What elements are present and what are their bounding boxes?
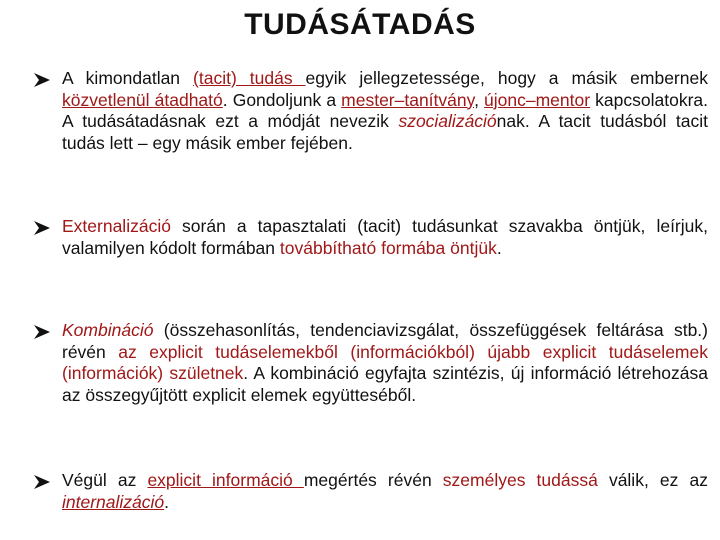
bullet-combination (32, 320, 708, 406)
text-segment: továbbítható formába öntjük (279, 237, 497, 258)
text-segment: (tacit) tudás (193, 68, 306, 88)
bullet-text (62, 320, 708, 406)
text-segment: szocializáció (398, 111, 497, 131)
bullet-socialization (32, 68, 708, 154)
bullet-text (62, 216, 708, 259)
text-segment: újonc–mentor (484, 89, 591, 110)
text-segment: válik, ez az (597, 470, 708, 490)
text-segment: során a tapasztalati (tacit) tudásunkat szavakba öntjük, leírjuk, valamilyen kódolt formában (62, 216, 708, 258)
text-segment: , (474, 89, 485, 110)
text-segment: . A kombináció egyfajta szintézis, új információ létrehozása az összegyűjtött explicit elemek együtteséből. (62, 363, 709, 405)
text-segment: megértés révén (303, 470, 443, 490)
text-segment: . Gondoljunk a (222, 89, 342, 110)
arrow-check-bullet-icon (32, 320, 62, 342)
arrow-check-bullet-icon (32, 216, 62, 238)
text-segment: explicit információ (147, 470, 304, 490)
arrow-check-bullet-icon (32, 470, 62, 492)
text-segment: nak. A tacit tudásból tacit tudás lett – egy másik ember fejében. (62, 111, 708, 153)
text-segment: . (164, 491, 170, 512)
text-segment: személyes tudássá (442, 470, 598, 490)
text-segment: Kombináció (62, 320, 154, 340)
text-segment: (összehasonlítás, tendenciavizsgálat, összefüggések feltárása stb.) révén (62, 320, 708, 362)
text-segment: mester–tanítvány (341, 89, 475, 110)
bullet-externalization (32, 216, 708, 259)
text-segment: internalizáció (62, 491, 165, 512)
slide-title: TUDÁSÁTADÁS (244, 8, 476, 41)
text-segment: A kimondatlan (62, 68, 194, 88)
text-segment: Externalizáció (62, 216, 171, 236)
arrow-check-bullet-icon (32, 68, 62, 90)
bullet-text (62, 470, 708, 513)
text-segment: egyik jellegzetessége, hogy a másik embernek (305, 68, 708, 88)
bullet-text (62, 68, 708, 154)
text-segment: közvetlenül átadható (62, 89, 223, 110)
text-segment: kapcsolatokra. A tudásátadásnak ezt a módját nevezik (62, 89, 708, 131)
text-segment: . (496, 237, 502, 258)
text-segment: Végül az (62, 470, 148, 490)
text-segment: az explicit tudáselemekből (információkból) újabb explicit tudáselemek (információk) születnek (62, 341, 708, 383)
bullet-internalization (32, 470, 708, 513)
